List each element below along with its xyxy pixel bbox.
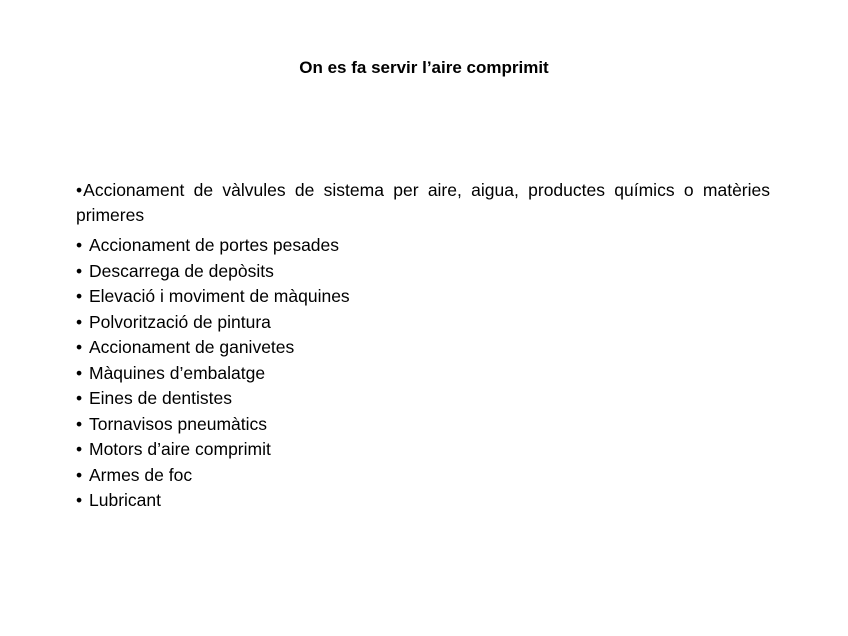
slide-content (76, 178, 770, 514)
bullet-icon: • (76, 490, 83, 510)
list-item-text: Accionament de ganivetes (89, 337, 295, 357)
bullet-icon: • (76, 311, 83, 332)
list-item (76, 259, 770, 285)
list-item-first (76, 178, 770, 228)
list-item-text: Tornavisos pneumàtics (89, 413, 267, 434)
bullet-icon: • (76, 362, 83, 383)
list-item (76, 386, 770, 412)
list-item (76, 233, 770, 259)
bullet-icon: • (76, 260, 83, 281)
list-item-text: Descarrega de depòsits (89, 260, 274, 281)
bullet-icon: • (76, 439, 83, 459)
list-item (76, 335, 770, 361)
bullet-list (76, 233, 770, 514)
bullet-icon: • (76, 286, 83, 306)
list-item (76, 488, 770, 514)
bullet-icon: • (76, 337, 83, 357)
list-item-text: Màquines d’embalatge (89, 362, 266, 383)
list-item (76, 412, 770, 438)
list-item-text: Polvorització de pintura (89, 311, 271, 332)
bullet-icon: • (76, 464, 83, 485)
bullet-icon: • (76, 235, 83, 255)
list-item (76, 284, 770, 310)
list-item (76, 310, 770, 336)
bullet-icon: • (76, 413, 83, 434)
bullet-icon: • (76, 388, 83, 408)
list-item (76, 437, 770, 463)
bullet-icon: • (76, 180, 83, 200)
list-item-text: Motors d’aire comprimit (89, 439, 271, 459)
slide-title: On es fa servir l’aire comprimit (299, 58, 549, 77)
list-item-text: Eines de dentistes (89, 388, 233, 408)
list-item-text: Accionament de vàlvules de sistema per aire, aigua, productes químics o matèries primeres (76, 180, 770, 225)
list-item-text: Accionament de portes pesades (89, 235, 340, 255)
list-item-text: Elevació i moviment de màquines (89, 286, 350, 306)
list-item (76, 463, 770, 489)
list-item (76, 361, 770, 387)
list-item-text: Armes de foc (89, 464, 193, 485)
list-item-text: Lubricant (89, 490, 161, 510)
